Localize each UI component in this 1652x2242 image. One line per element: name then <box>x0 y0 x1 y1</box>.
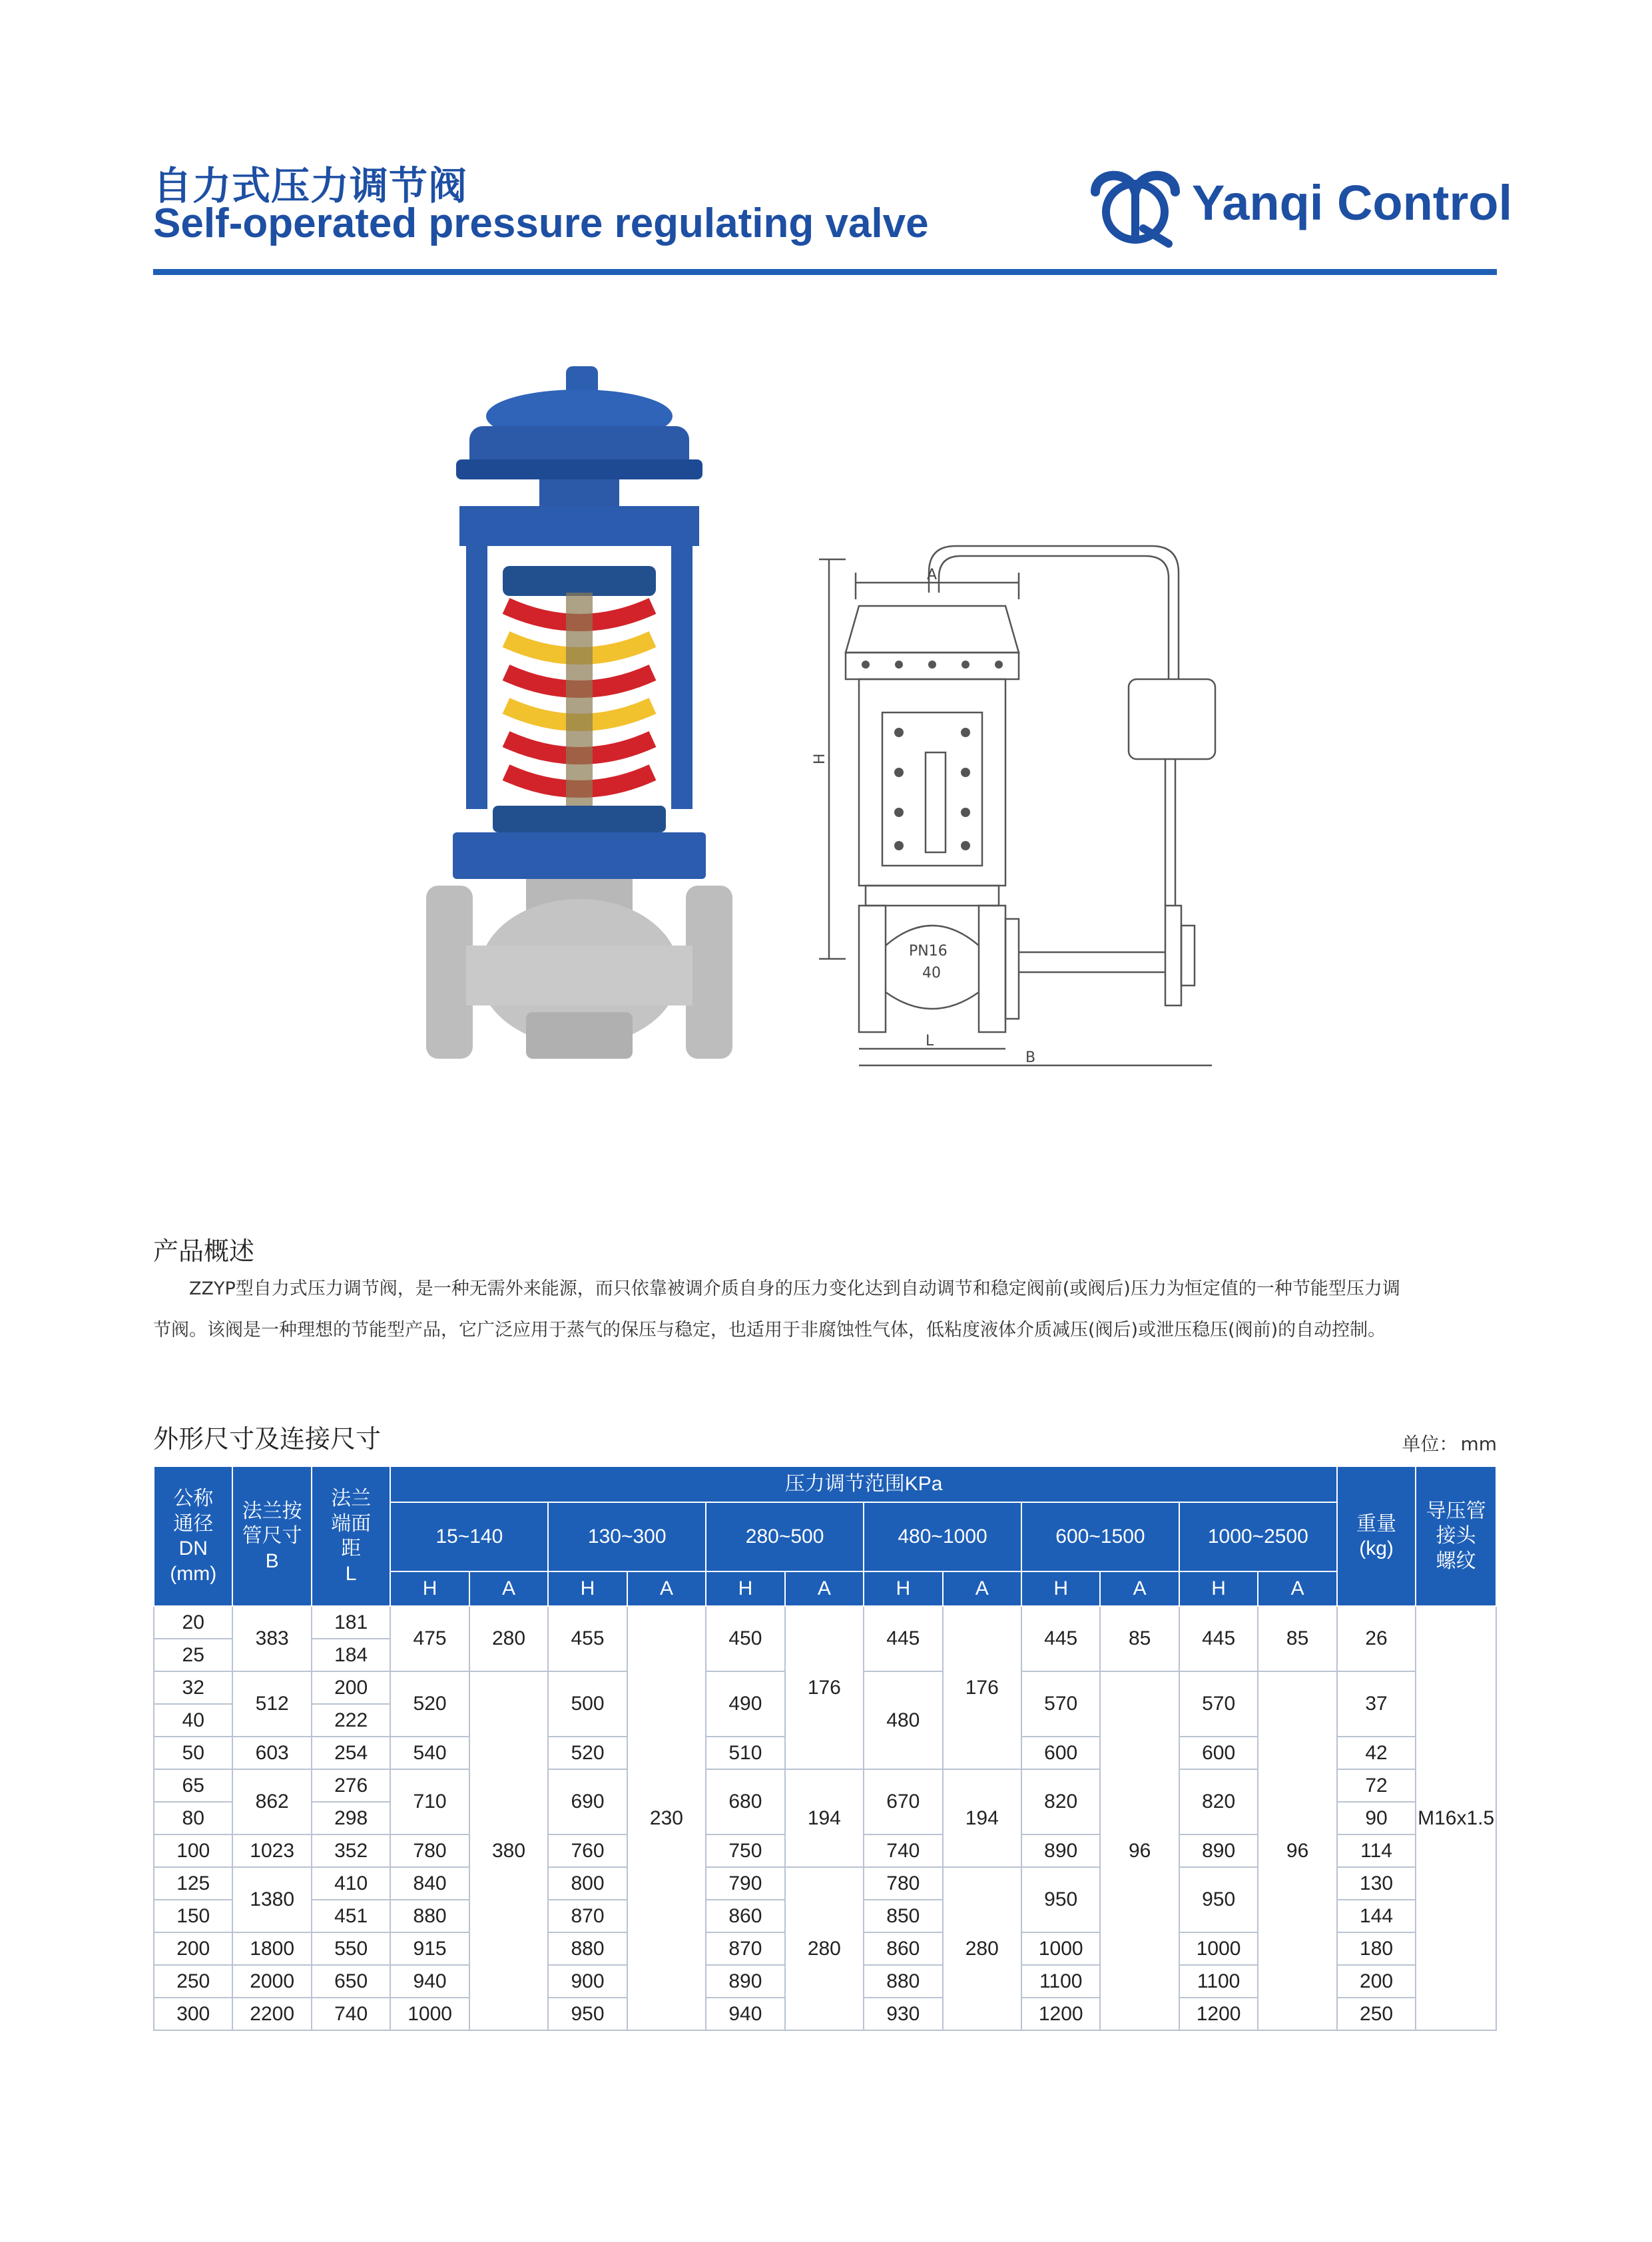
cell-h1: 520 <box>390 1671 469 1737</box>
cell-l: 254 <box>312 1737 390 1769</box>
cell-h4: 445 <box>864 1606 942 1671</box>
header-b: 法兰按 管尺寸 B <box>232 1466 311 1606</box>
header-h: H <box>1021 1571 1100 1606</box>
drawing-label-a: A <box>927 567 938 583</box>
cell-dn: 80 <box>154 1802 232 1834</box>
cell-weight: 37 <box>1337 1671 1416 1737</box>
cell-h1: 710 <box>390 1769 469 1834</box>
cell-h2: 900 <box>548 1965 627 1998</box>
cell-b: 603 <box>232 1737 311 1769</box>
cell-h6: 570 <box>1179 1671 1258 1737</box>
cell-b: 1380 <box>232 1867 311 1932</box>
unit-label <box>1402 1430 1497 1456</box>
cell-h2: 690 <box>548 1769 627 1834</box>
cell-l: 276 <box>312 1769 390 1802</box>
cell-thread: M16x1.5 <box>1416 1606 1496 2030</box>
cell-l: 740 <box>312 1998 390 2030</box>
cell-h6: 1000 <box>1179 1932 1258 1965</box>
cell-l: 650 <box>312 1965 390 1998</box>
header-dn: 公称 通径 DN (mm) <box>154 1466 232 1606</box>
cell-a5: 96 <box>1100 1671 1179 2030</box>
cell-weight: 72 <box>1337 1769 1416 1802</box>
header-h: H <box>1179 1571 1258 1606</box>
cell-h6: 1100 <box>1179 1965 1258 1998</box>
cell-h6: 1200 <box>1179 1998 1258 2030</box>
yanqi-logo-icon <box>1082 165 1189 245</box>
cell-weight: 180 <box>1337 1932 1416 1965</box>
cell-h3: 940 <box>706 1998 784 2030</box>
cell-h4: 850 <box>864 1900 942 1932</box>
cell-h5: 570 <box>1021 1671 1100 1737</box>
header-range-2: 130~300 <box>548 1502 706 1571</box>
cell-h6: 600 <box>1179 1737 1258 1769</box>
header-pressure-range: 压力调节范围KPa <box>390 1466 1336 1502</box>
cell-dn: 100 <box>154 1834 232 1867</box>
cell-dn: 65 <box>154 1769 232 1802</box>
header-weight: 重量 (kg) <box>1337 1466 1416 1606</box>
cell-h6: 820 <box>1179 1769 1258 1834</box>
header-h: H <box>706 1571 784 1606</box>
overview-heading: 产品概述 <box>153 1237 255 1266</box>
cell-h1: 940 <box>390 1965 469 1998</box>
cell-l: 200 <box>312 1671 390 1704</box>
header-l: 法兰 端面 距 L <box>312 1466 390 1606</box>
title-english: Self-operated pressure regulating valve <box>153 200 929 246</box>
cell-dn: 200 <box>154 1932 232 1965</box>
cell-dn: 20 <box>154 1606 232 1639</box>
cell-h2: 880 <box>548 1932 627 1965</box>
header-a: A <box>1258 1571 1336 1606</box>
cell-a4: 194 <box>943 1769 1021 1867</box>
dimension-drawing <box>812 533 1219 1066</box>
cell-dn: 25 <box>154 1639 232 1671</box>
cell-l: 451 <box>312 1900 390 1932</box>
cell-h4: 740 <box>864 1834 942 1867</box>
cell-h3: 490 <box>706 1671 784 1737</box>
cell-h1: 915 <box>390 1932 469 1965</box>
header-h: H <box>548 1571 627 1606</box>
cell-h1: 475 <box>390 1606 469 1671</box>
cell-dn: 150 <box>154 1900 232 1932</box>
cell-l: 222 <box>312 1704 390 1737</box>
cell-h1: 1000 <box>390 1998 469 2030</box>
cell-h2: 500 <box>548 1671 627 1737</box>
unit-value: mm <box>1460 1433 1497 1455</box>
cell-h3: 890 <box>706 1965 784 1998</box>
header-h: H <box>390 1571 469 1606</box>
header-a: A <box>1100 1571 1179 1606</box>
cell-a3: 280 <box>785 1867 864 2030</box>
drawing-label-pn: PN16 <box>909 943 948 960</box>
table-row <box>154 1606 1496 1639</box>
title-chinese: 自力式压力调节阀 <box>153 163 468 208</box>
cell-a1: 280 <box>469 1606 548 1671</box>
cell-h3: 450 <box>706 1606 784 1671</box>
cell-dn: 32 <box>154 1671 232 1704</box>
cell-h3: 870 <box>706 1932 784 1965</box>
cell-a1: 380 <box>469 1671 548 2030</box>
cell-h6: 445 <box>1179 1606 1258 1671</box>
header-a: A <box>627 1571 706 1606</box>
brand-name: Yanqi Control <box>1192 175 1512 230</box>
cell-b: 383 <box>232 1606 311 1671</box>
header-a: A <box>469 1571 548 1606</box>
cell-l: 298 <box>312 1802 390 1834</box>
header-range-4: 480~1000 <box>864 1502 1021 1571</box>
cell-h5: 820 <box>1021 1769 1100 1834</box>
cell-weight: 200 <box>1337 1965 1416 1998</box>
cell-weight: 42 <box>1337 1737 1416 1769</box>
cell-h4: 930 <box>864 1998 942 2030</box>
header-a: A <box>785 1571 864 1606</box>
dimensions-heading: 外形尺寸及连接尺寸 <box>153 1424 382 1454</box>
cell-h5: 600 <box>1021 1737 1100 1769</box>
overview-paragraph-2: 节阀。该阀是一种理想的节能型产品，它广泛应用于蒸气的保压与稳定，也适用于非腐蚀性气体，低粘度液体介质减压(阀后)或泄压稳压(阀前)的自动控制。 <box>153 1320 1386 1340</box>
cell-b: 2200 <box>232 1998 311 2030</box>
cell-h1: 880 <box>390 1900 469 1932</box>
cell-h4: 860 <box>864 1932 942 1965</box>
cell-h2: 455 <box>548 1606 627 1671</box>
cell-h5: 1100 <box>1021 1965 1100 1998</box>
header-range-1: 15~140 <box>390 1502 548 1571</box>
cell-a5: 85 <box>1100 1606 1179 1671</box>
header-range-5: 600~1500 <box>1021 1502 1179 1571</box>
cell-a2: 230 <box>627 1606 706 2030</box>
cell-h4: 480 <box>864 1671 942 1769</box>
cell-l: 410 <box>312 1867 390 1900</box>
cell-h6: 950 <box>1179 1867 1258 1932</box>
cell-a6: 96 <box>1258 1671 1336 2030</box>
header-range-6: 1000~2500 <box>1179 1502 1337 1571</box>
unit-prefix: 单位： <box>1402 1433 1458 1455</box>
cell-dn: 250 <box>154 1965 232 1998</box>
cell-weight: 90 <box>1337 1802 1416 1834</box>
cell-h2: 870 <box>548 1900 627 1932</box>
cell-h5: 1000 <box>1021 1932 1100 1965</box>
cell-h3: 860 <box>706 1900 784 1932</box>
cell-a4: 280 <box>943 1867 1021 2030</box>
cell-weight: 144 <box>1337 1900 1416 1932</box>
cell-b: 1800 <box>232 1932 311 1965</box>
cell-dn: 300 <box>154 1998 232 2030</box>
cell-l: 184 <box>312 1639 390 1671</box>
cell-h4: 670 <box>864 1769 942 1834</box>
header-thread: 导压管 接头 螺纹 <box>1416 1466 1496 1606</box>
cell-b: 2000 <box>232 1965 311 1998</box>
header-a: A <box>943 1571 1021 1606</box>
dimensions-table <box>153 1466 1497 2031</box>
header-range-3: 280~500 <box>706 1502 864 1571</box>
cell-h5: 1200 <box>1021 1998 1100 2030</box>
drawing-label-l: L <box>926 1033 934 1049</box>
cell-l: 181 <box>312 1606 390 1639</box>
cell-l: 550 <box>312 1932 390 1965</box>
cell-dn: 50 <box>154 1737 232 1769</box>
cell-h4: 880 <box>864 1965 942 1998</box>
cell-h3: 790 <box>706 1867 784 1900</box>
cell-h1: 780 <box>390 1834 469 1867</box>
cell-a4: 176 <box>943 1606 1021 1769</box>
cell-h5: 950 <box>1021 1867 1100 1932</box>
cell-weight: 130 <box>1337 1867 1416 1900</box>
cell-h5: 890 <box>1021 1834 1100 1867</box>
cell-h3: 680 <box>706 1769 784 1834</box>
valve-product-photo <box>426 353 732 1072</box>
cell-h5: 445 <box>1021 1606 1100 1671</box>
cell-h2: 950 <box>548 1998 627 2030</box>
drawing-label-dn: 40 <box>922 965 941 981</box>
cell-h2: 760 <box>548 1834 627 1867</box>
header-divider <box>153 269 1497 275</box>
cell-h1: 540 <box>390 1737 469 1769</box>
cell-l: 352 <box>312 1834 390 1867</box>
cell-h1: 840 <box>390 1867 469 1900</box>
cell-h6: 890 <box>1179 1834 1258 1867</box>
cell-h4: 780 <box>864 1867 942 1900</box>
cell-h2: 800 <box>548 1867 627 1900</box>
cell-b: 1023 <box>232 1834 311 1867</box>
cell-h3: 750 <box>706 1834 784 1867</box>
drawing-label-h: H <box>812 753 828 764</box>
cell-weight: 114 <box>1337 1834 1416 1867</box>
cell-a3: 194 <box>785 1769 864 1867</box>
cell-weight: 250 <box>1337 1998 1416 2030</box>
drawing-label-b: B <box>1025 1049 1036 1066</box>
cell-h2: 520 <box>548 1737 627 1769</box>
cell-b: 862 <box>232 1769 311 1834</box>
cell-a6: 85 <box>1258 1606 1336 1671</box>
cell-dn: 125 <box>154 1867 232 1900</box>
cell-b: 512 <box>232 1671 311 1737</box>
overview-paragraph-1: ZZYP型自力式压力调节阀，是一种无需外来能源，而只依靠被调介质自身的压力变化达到自动调节和稳定阀前(或阀后)压力为恒定值的一种节能型压力调 <box>189 1278 1400 1299</box>
header-h: H <box>864 1571 942 1606</box>
cell-a3: 176 <box>785 1606 864 1769</box>
cell-h3: 510 <box>706 1737 784 1769</box>
cell-weight: 26 <box>1337 1606 1416 1671</box>
cell-dn: 40 <box>154 1704 232 1737</box>
